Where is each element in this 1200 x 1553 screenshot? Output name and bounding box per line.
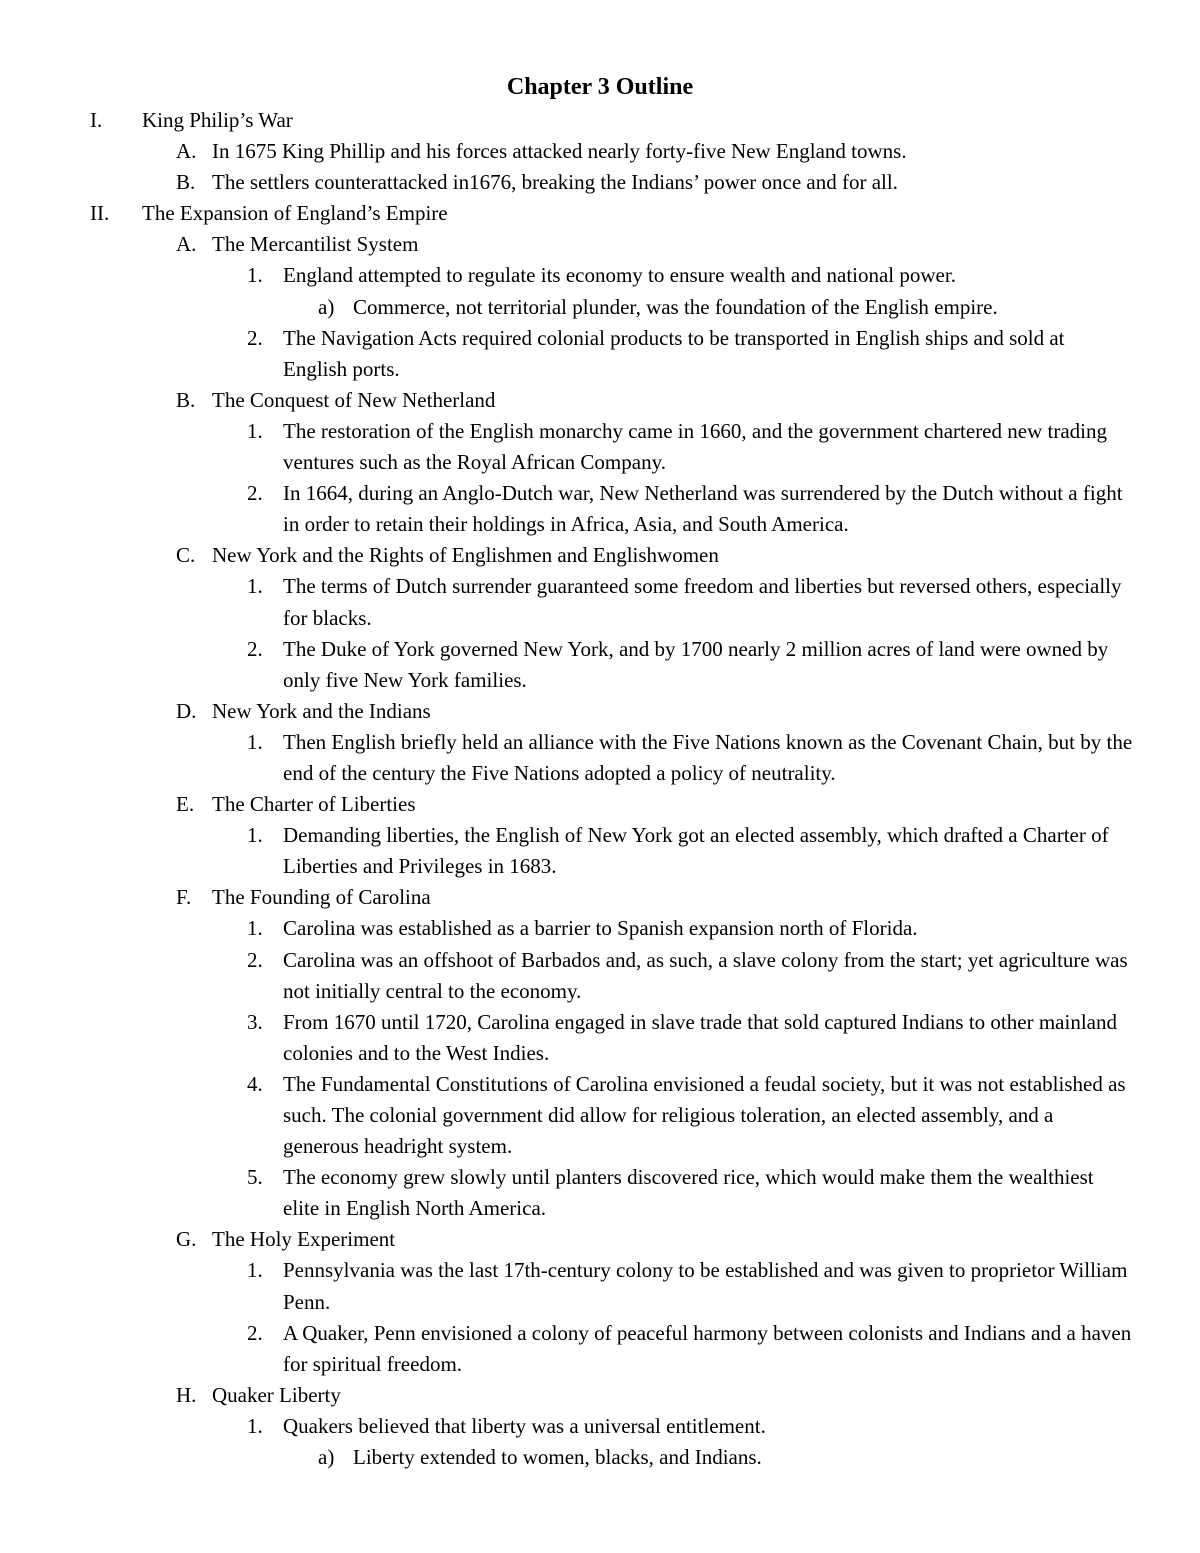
outline-text: The settlers counterattacked in1676, breaking the Indians’ power once and for all.	[212, 170, 898, 195]
outline-text: The Fundamental Constitutions of Carolina envisioned a feudal society, but it was not established as such. The colonial government did allow for religious toleration, an elected assembly, and a generous headright system.	[283, 1071, 1126, 1159]
outline-item-level-3	[0, 727, 1200, 789]
outline-text: The Charter of Liberties	[212, 792, 416, 817]
outline-marker: II.	[90, 201, 110, 226]
outline-marker: 1.	[247, 729, 263, 754]
outline-text: England attempted to regulate its economy to ensure wealth and national power.	[283, 263, 956, 288]
outline-text: In 1664, during an Anglo-Dutch war, New Netherland was surrendered by the Dutch without a fight in order to retain their holdings in Africa, Asia, and South America.	[283, 481, 1123, 537]
outline-marker: 1.	[247, 1258, 263, 1283]
outline-list	[0, 105, 1200, 1473]
outline-text: The Duke of York governed New York, and by 1700 nearly 2 million acres of land were owned by only five New York families.	[283, 636, 1109, 692]
outline-marker: a)	[318, 1445, 335, 1470]
outline-text: The Navigation Acts required colonial products to be transported in English ships and sold at English ports.	[283, 325, 1065, 381]
outline-text: King Philip’s War	[142, 108, 293, 132]
outline-text: The economy grew slowly until planters discovered rice, which would make them the wealthiest elite in English North America.	[283, 1165, 1094, 1221]
outline-text: New York and the Rights of Englishmen and Englishwomen	[212, 543, 719, 568]
outline-marker: A.	[176, 232, 197, 257]
outline-item-level-2	[0, 882, 1200, 913]
outline-text: The Founding of Carolina	[212, 885, 431, 910]
outline-item-level-3	[0, 1069, 1200, 1162]
outline-item-level-2	[0, 540, 1200, 571]
outline-marker: 1.	[247, 418, 263, 443]
outline-marker: 1.	[247, 916, 263, 941]
outline-text: Pennsylvania was the last 17th-century colony to be established and was given to proprietor William Penn.	[283, 1258, 1128, 1314]
outline-item-level-2	[0, 167, 1200, 198]
outline-item-level-2	[0, 1224, 1200, 1255]
outline-text: The Expansion of England’s Empire	[142, 201, 448, 226]
outline-marker: 5.	[247, 1165, 263, 1190]
outline-text: The Conquest of New Netherland	[212, 387, 496, 412]
outline-item-level-1	[0, 105, 1200, 136]
outline-marker: F.	[176, 885, 192, 910]
outline-marker: 1.	[247, 574, 263, 599]
outline-marker: C.	[176, 543, 196, 568]
outline-item-level-3	[0, 478, 1200, 540]
outline-marker: 2.	[247, 636, 263, 661]
outline-item-level-4	[0, 292, 1200, 323]
outline-item-level-3	[0, 1318, 1200, 1380]
outline-item-level-3	[0, 1007, 1200, 1069]
outline-item-level-2	[0, 696, 1200, 727]
outline-item-level-1	[0, 198, 1200, 229]
outline-marker: 2.	[247, 325, 263, 350]
outline-item-level-2	[0, 385, 1200, 416]
outline-item-level-3	[0, 1255, 1200, 1317]
outline-text: The Holy Experiment	[212, 1227, 396, 1252]
outline-marker: A.	[176, 139, 197, 164]
outline-text: A Quaker, Penn envisioned a colony of peaceful harmony between colonists and Indians and a haven for spiritual freedom.	[283, 1320, 1132, 1376]
outline-item-level-3	[0, 416, 1200, 478]
outline-marker: I.	[90, 108, 103, 132]
outline-item-level-2	[0, 789, 1200, 820]
outline-item-level-4	[0, 1442, 1200, 1473]
outline-item-level-3	[0, 1411, 1200, 1442]
outline-text: New York and the Indians	[212, 698, 431, 723]
outline-marker: H.	[176, 1382, 197, 1407]
outline-marker: 2.	[247, 947, 263, 972]
page-title: Chapter 3 Outline	[506, 74, 694, 100]
outline-text: Then English briefly held an alliance with the Five Nations known as the Covenant Chain, but by the end of the century the Five Nations adopted a policy of neutrality.	[283, 729, 1133, 785]
outline-item-level-3	[0, 913, 1200, 944]
outline-marker: D.	[176, 698, 197, 723]
outline-marker: 2.	[247, 481, 263, 506]
outline-marker: B.	[176, 170, 196, 195]
outline-marker: 1.	[247, 823, 263, 848]
outline-marker: E.	[176, 792, 195, 817]
outline-item-level-2	[0, 1380, 1200, 1411]
outline-text: The restoration of the English monarchy came in 1660, and the government chartered new trading ventures such as the Royal African Company.	[283, 418, 1107, 475]
outline-text: Quakers believed that liberty was a universal entitlement.	[283, 1413, 766, 1438]
outline-text: Quaker Liberty	[212, 1382, 341, 1407]
outline-item-level-2	[0, 136, 1200, 167]
outline-text: Liberty extended to women, blacks, and Indians.	[353, 1445, 762, 1470]
outline-text: Carolina was an offshoot of Barbados and, as such, a slave colony from the start; yet agriculture was not initially central to the economy.	[283, 947, 1128, 1003]
outline-item-level-3	[0, 945, 1200, 1007]
outline-text: Carolina was established as a barrier to Spanish expansion north of Florida.	[283, 916, 918, 941]
outline-item-level-2	[0, 229, 1200, 260]
outline-marker: 1.	[247, 263, 263, 288]
outline-text: In 1675 King Phillip and his forces attacked nearly forty-five New England towns.	[212, 139, 907, 164]
outline-item-level-3	[0, 323, 1200, 385]
outline-text: The Mercantilist System	[212, 232, 419, 257]
outline-item-level-3	[0, 820, 1200, 882]
outline-item-level-3	[0, 260, 1200, 291]
outline-text: Demanding liberties, the English of New York got an elected assembly, which drafted a Charter of Liberties and Privileges in 1683.	[283, 823, 1109, 879]
outline-text: From 1670 until 1720, Carolina engaged in slave trade that sold captured Indians to other mainland colonies and to the West Indies.	[283, 1009, 1117, 1065]
outline-item-level-3	[0, 571, 1200, 633]
outline-marker: G.	[176, 1227, 197, 1252]
outline-text: The terms of Dutch surrender guaranteed some freedom and liberties but reversed others, especially for blacks.	[283, 574, 1122, 630]
outline-marker: B.	[176, 387, 196, 412]
outline-marker: a)	[318, 294, 335, 319]
outline-text: Commerce, not territorial plunder, was the foundation of the English empire.	[353, 294, 998, 319]
outline-marker: 2.	[247, 1320, 263, 1345]
outline-marker: 4.	[247, 1071, 263, 1096]
outline-item-level-3	[0, 1162, 1200, 1224]
outline-marker: 1.	[247, 1413, 263, 1438]
outline-marker: 3.	[247, 1009, 263, 1034]
outline-item-level-3	[0, 634, 1200, 696]
